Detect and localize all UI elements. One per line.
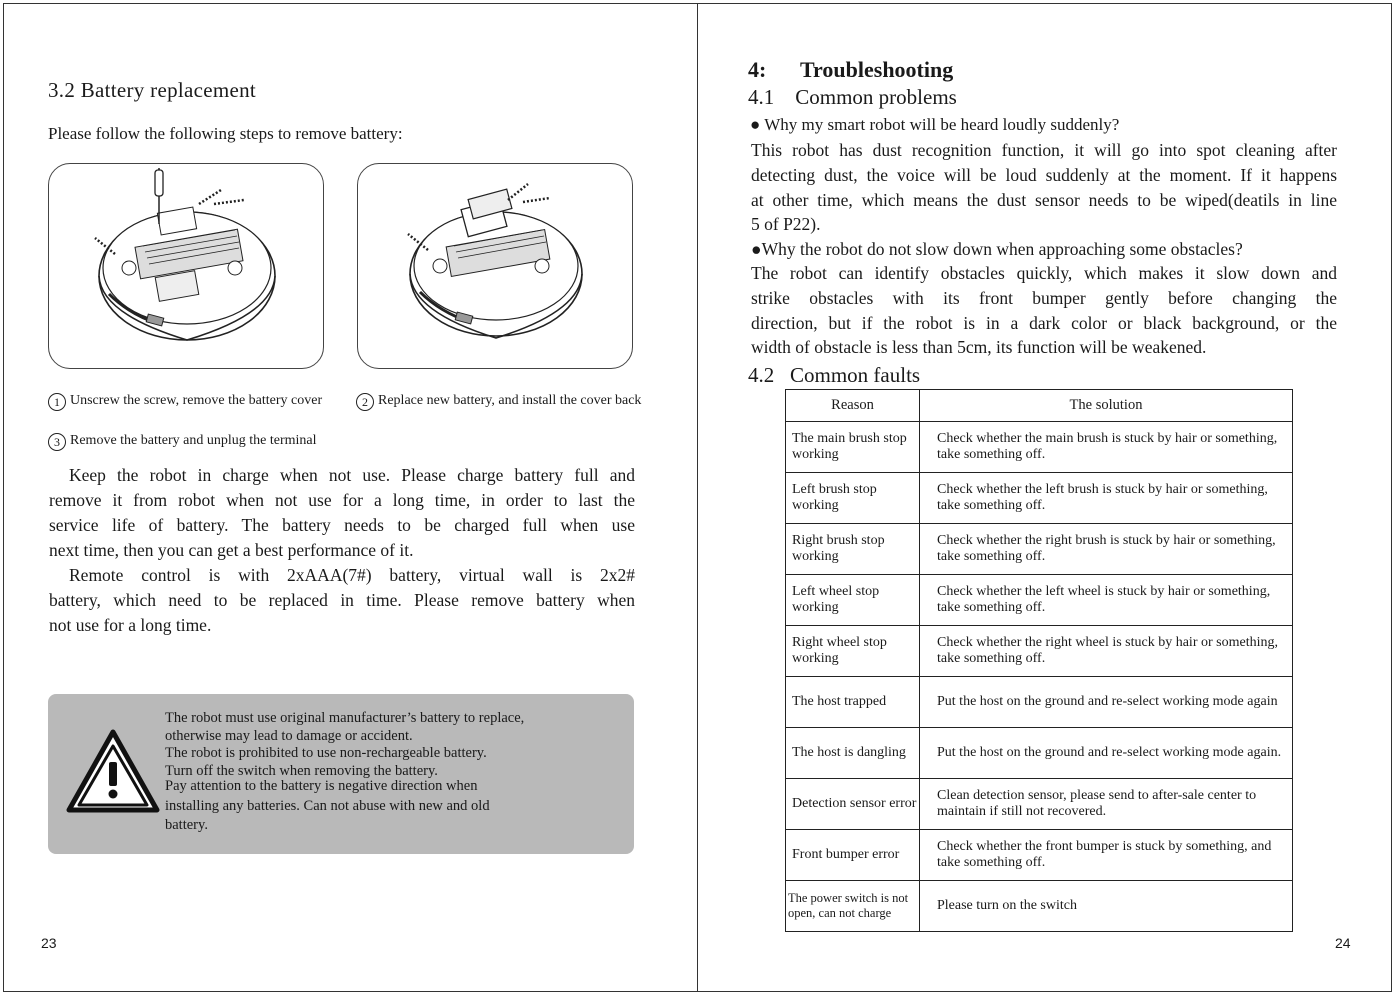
robot-bottom-battery-replace-illustration [357, 163, 633, 369]
section-title-battery: 3.2 Battery replacement [48, 78, 257, 102]
warning-line: Turn off the switch when removing the battery. [165, 762, 438, 779]
solution-cell: Check whether the front bumper is stuck by something, and take something off. [920, 830, 1293, 881]
subsection-common-faults: 4.2 Common faults [748, 363, 921, 387]
solution-cell: Clean detection sensor, please send to after-sale center to maintain if still not recovered. [920, 779, 1293, 830]
reason-cell: The power switch is not open, can not charge [786, 881, 920, 932]
step-2-text: Replace new battery, and install the cover back [378, 393, 642, 408]
solution-cell: Check whether the left brush is stuck by hair or something, take something off. [920, 473, 1293, 524]
charge-paragraph-line: next time, then you can get a best performance of it. [49, 540, 414, 560]
column-header-reason: Reason [786, 390, 920, 422]
table-row [786, 677, 1293, 728]
table-row [786, 728, 1293, 779]
reason-cell: The main brush stop working [786, 422, 920, 473]
step-3 [48, 433, 316, 451]
warning-line: installing any batteries. Can not abuse with new and old [165, 797, 490, 814]
robot-bottom-unscrew-illustration [48, 163, 324, 369]
step-1 [48, 393, 322, 411]
solution-cell: Please turn on the switch [920, 881, 1293, 932]
question-2 [751, 239, 1243, 260]
table-row [786, 881, 1293, 932]
common-faults-table [785, 389, 1293, 932]
table-row [786, 779, 1293, 830]
answer-2-line: The robot can identify obstacles quickly, which makes it slow down and [751, 263, 1337, 283]
table-row [786, 830, 1293, 881]
answer-1-line: This robot has dust recognition function, it will go into spot cleaning after [751, 140, 1337, 160]
right-page [697, 3, 1392, 992]
warning-triangle-icon [65, 728, 161, 814]
table-row [786, 473, 1293, 524]
charge-paragraph-line: Keep the robot in charge when not use. Please charge battery full and [69, 465, 635, 485]
remote-paragraph-line: battery, which need to be replaced in time. Please remove battery when [49, 590, 635, 610]
answer-1-line: 5 of P22). [751, 214, 821, 235]
step-1-text: Unscrew the screw, remove the battery cover [70, 393, 323, 408]
table-row [786, 422, 1293, 473]
answer-2 [751, 261, 1337, 360]
answer-2-line: strike obstacles with its front bumper gently before changing the [751, 287, 1337, 308]
reason-cell: Left wheel stop working [786, 575, 920, 626]
answer-2-line: direction, but if the robot is in a dark color or black background, or the [751, 312, 1337, 333]
question-1 [750, 115, 1119, 135]
warning-line: Pay attention to the battery is negative direction when [165, 778, 478, 794]
column-header-solution: The solution [920, 390, 1293, 422]
answer-2-line: width of obstacle is less than 5cm, its function will be weakened. [751, 337, 1207, 358]
charge-paragraph-line: service life of battery. The battery needs to be charged full when use [49, 515, 635, 535]
page-number-left: 23 [41, 935, 57, 951]
charge-paragraph-line: remove it from robot when not use for a long time, in order to last the [49, 490, 635, 510]
reason-cell: Front bumper error [786, 830, 920, 881]
reason-cell: Right brush stop working [786, 524, 920, 575]
left-page [3, 3, 698, 992]
reason-cell: Left brush stop working [786, 473, 920, 524]
reason-cell: Detection sensor error [786, 779, 920, 830]
reason-cell: The host trapped [786, 677, 920, 728]
solution-cell: Check whether the main brush is stuck by hair or something, take something off. [920, 422, 1293, 473]
step-2 [356, 393, 641, 411]
table-row [786, 626, 1293, 677]
solution-cell: Check whether the right wheel is stuck by hair or something, take something off. [920, 626, 1293, 677]
warning-line: battery. [165, 817, 208, 833]
answer-1-line: detecting dust, the voice will be loud suddenly at the moment. If it happens [751, 164, 1337, 185]
remote-paragraph-line: not use for a long time. [49, 615, 212, 635]
warning-line: The robot must use original manufacturer’s battery to replace, [165, 710, 525, 726]
chapter-number: 4: [748, 57, 767, 82]
table-row [786, 575, 1293, 626]
warning-line: otherwise may lead to damage or accident. [165, 727, 413, 744]
bullet-icon: ● [750, 115, 761, 134]
answer-1 [751, 138, 1337, 237]
reason-cell: Right wheel stop working [786, 626, 920, 677]
question-1-text: Why my smart robot will be heard loudly suddenly? [764, 115, 1120, 134]
solution-cell: Check whether the right brush is stuck by hair or something, take something off. [920, 524, 1293, 575]
step-3-text: Remove the battery and unplug the terminal [70, 433, 317, 448]
charge-paragraph [49, 463, 635, 638]
answer-1-line: at other time, which means the dust sensor needs to be wiped(deatils in line [751, 189, 1337, 210]
bullet-icon: ● [751, 239, 762, 259]
page-number-right: 24 [1335, 935, 1351, 951]
battery-intro: Please follow the following steps to remove battery: [48, 124, 403, 143]
table-row [786, 524, 1293, 575]
step-1-number: 1 [48, 393, 66, 411]
warning-text [165, 710, 524, 835]
step-3-number: 3 [48, 433, 66, 451]
solution-cell: Put the host on the ground and re-select working mode again [920, 677, 1293, 728]
subsection-common-problems: 4.1 Common problems [748, 85, 957, 109]
battery-warning-box [48, 694, 634, 854]
reason-cell: The host is dangling [786, 728, 920, 779]
step-2-number: 2 [356, 393, 374, 411]
remote-paragraph-line: Remote control is with 2xAAA(7#) battery, virtual wall is 2x2# [69, 565, 635, 585]
chapter-title: Troubleshooting [800, 57, 954, 82]
solution-cell: Check whether the left wheel is stuck by hair or something, take something off. [920, 575, 1293, 626]
question-2-text: Why the robot do not slow down when approaching some obstacles? [761, 239, 1243, 259]
warning-line: The robot is prohibited to use non-rechargeable battery. [165, 745, 487, 761]
table-header-row [786, 390, 1293, 422]
robot-illustration-1 [49, 164, 323, 368]
robot-illustration-2 [358, 164, 632, 368]
solution-cell: Put the host on the ground and re-select working mode again. [920, 728, 1293, 779]
